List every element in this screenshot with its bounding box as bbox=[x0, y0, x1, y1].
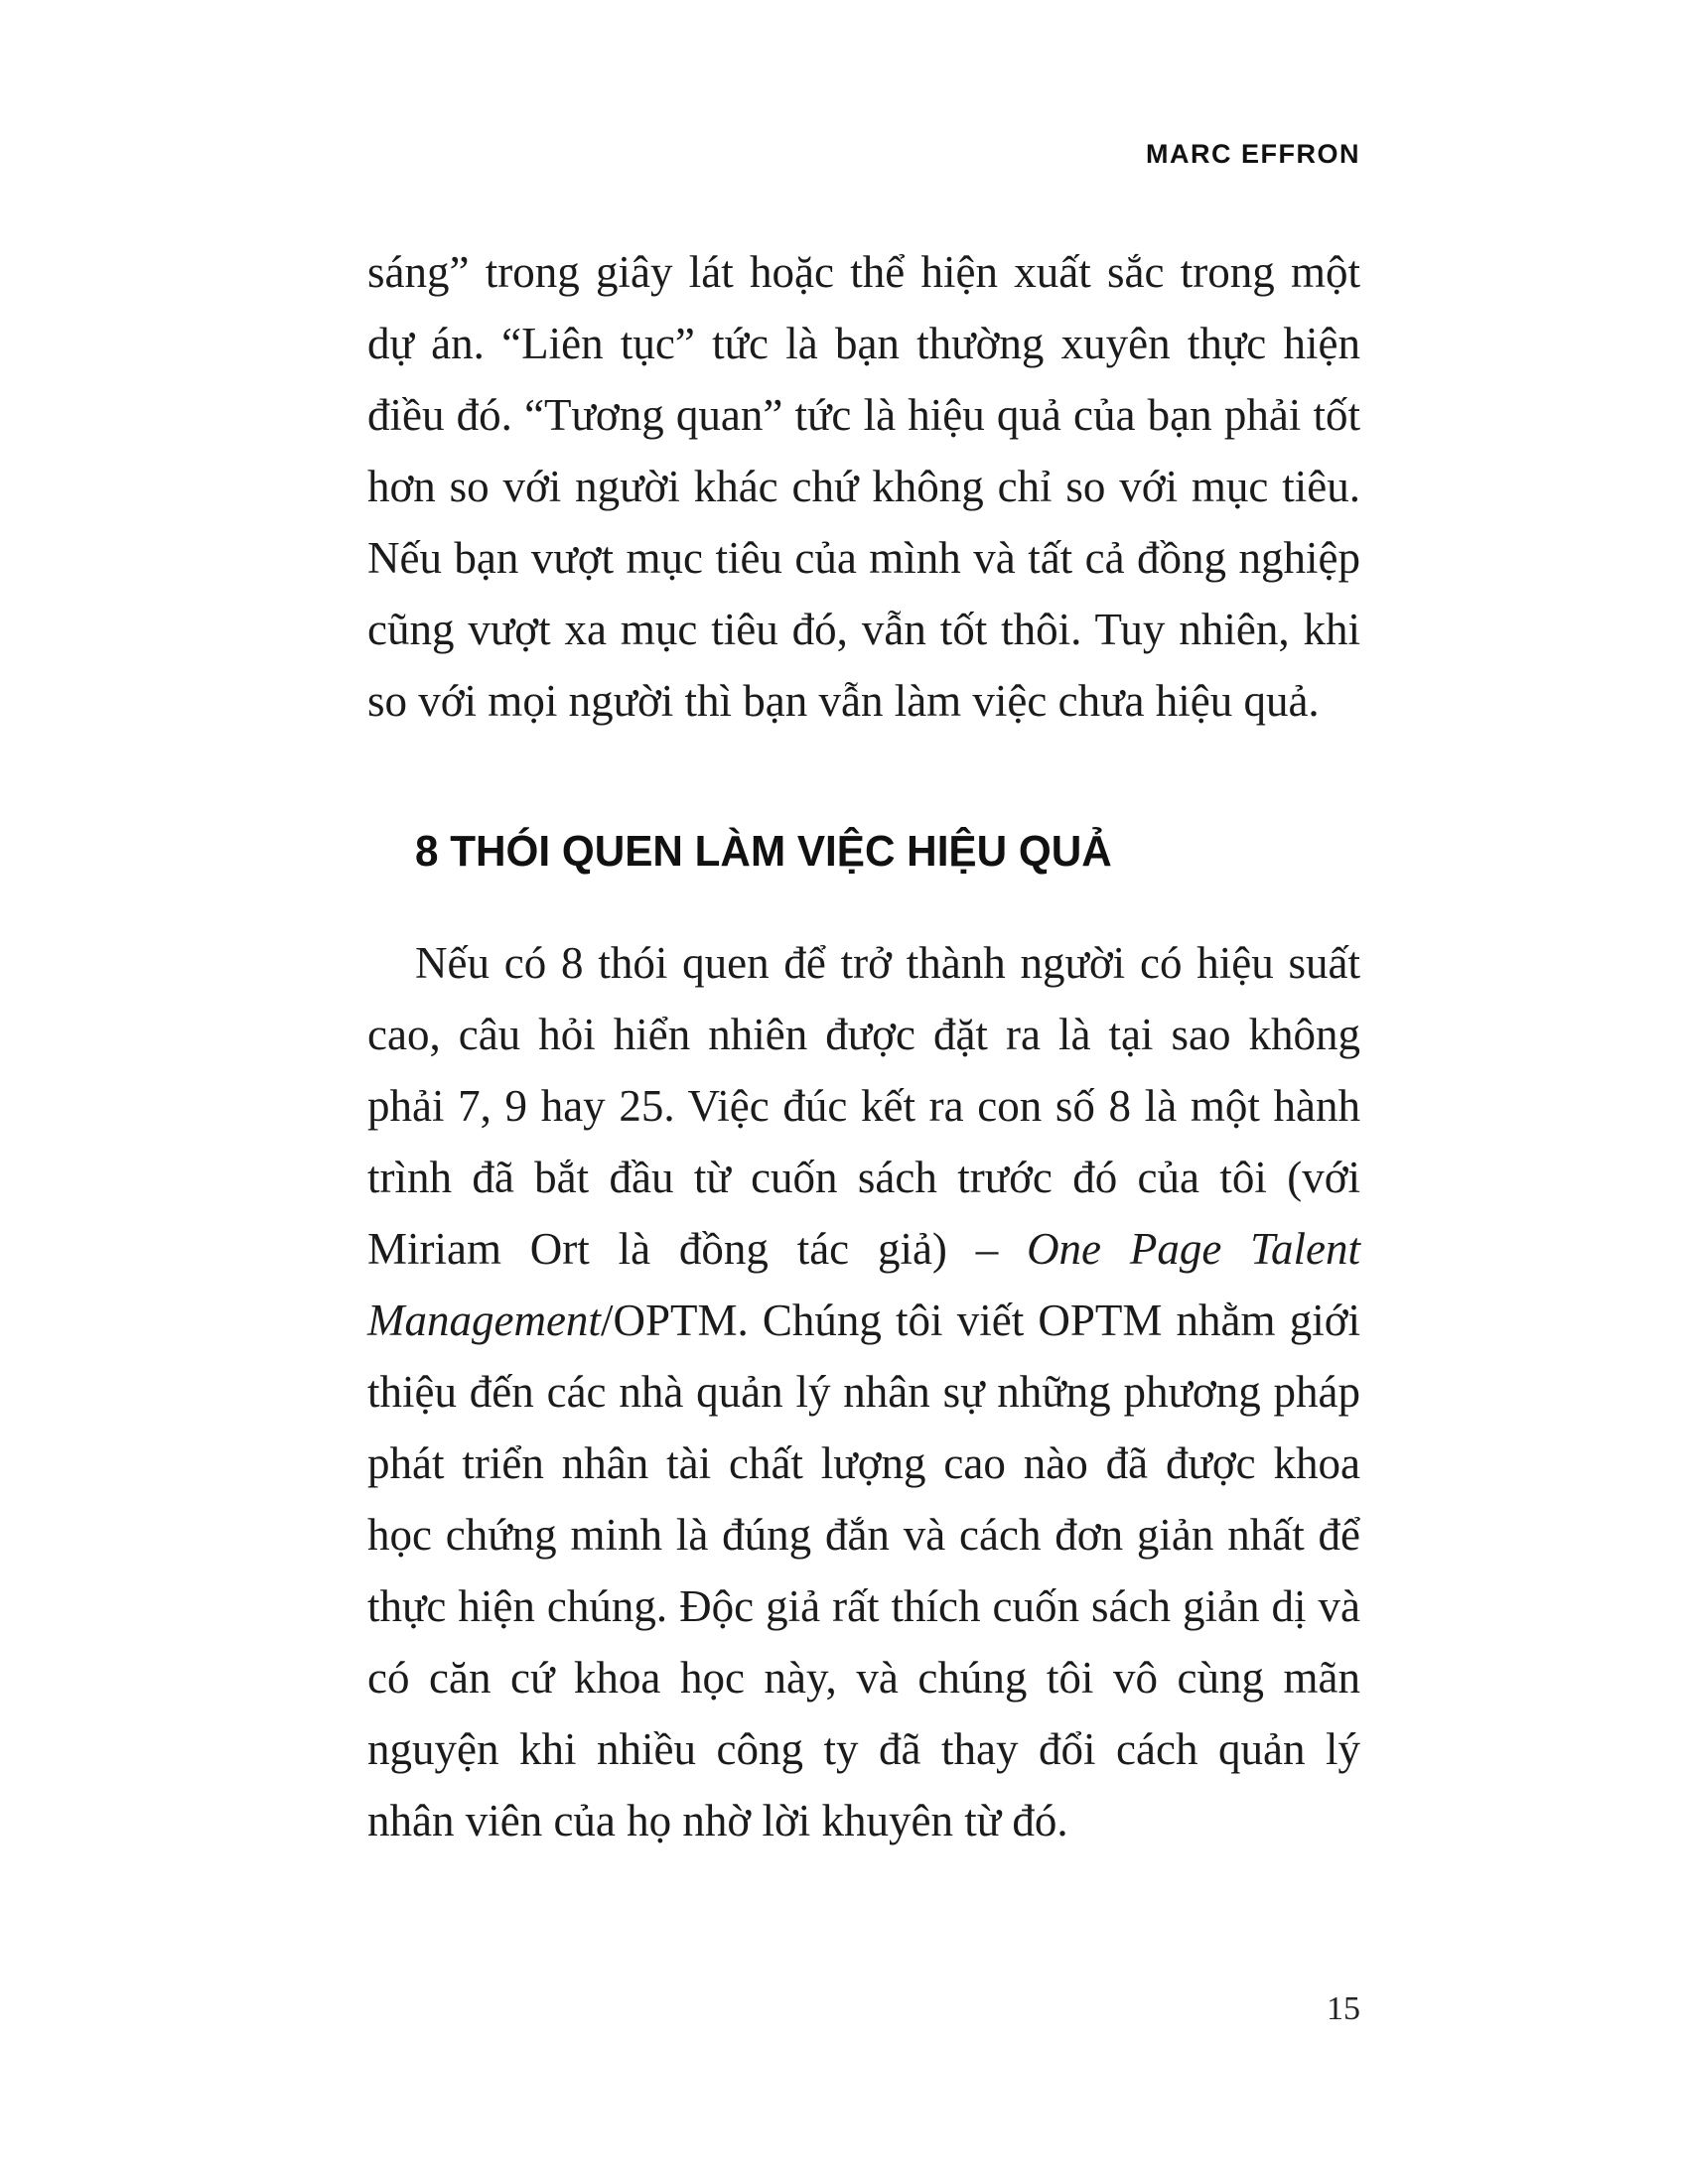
paragraph-body bbox=[367, 927, 1360, 1856]
running-header: MARC EFFRON bbox=[1146, 139, 1360, 169]
paragraph-continuation: sáng” trong giây lát hoặc thể hiện xuất sắc trong một dự án. “Liên tục” tức là bạn thường xuyên thực hiện điều đó. “Tương quan” tức là hiệu quả của bạn phải tốt hơn so với người khác chứ không chỉ so với mục tiêu. Nếu bạn vượt mục tiêu của mình và tất cả đồng nghiệp cũng vượt xa mục tiêu đó, vẫn tốt thôi. Tuy nhiên, khi so với mọi người thì bạn vẫn làm việc chưa hiệu quả. bbox=[367, 247, 1360, 726]
paragraph-text-pre: Nếu có 8 thói quen để trở thành người có hiệu suất cao, câu hỏi hiển nhiên được đặt ra là tại sao không phải 7, 9 hay 25. Việc đúc kết ra con số 8 là một hành trình đã bắt đầu từ cuốn sách trước đó của tôi (với Miriam Ort là đồng tác giả) – bbox=[367, 938, 1360, 1274]
paragraph-text-post: /OPTM. Chúng tôi viết OPTM nhằm giới thiệu đến các nhà quản lý nhân sự những phương pháp phát triển nhân tài chất lượng cao nào đã được khoa học chứng minh là đúng đắn và cách đơn giản nhất để thực hiện chúng. Độc giả rất thích cuốn sách giản dị và có căn cứ khoa học này, và chúng tôi vô cùng mãn nguyện khi nhiều công ty đã thay đổi cách quản lý nhân viên của họ nhờ lời khuyên từ đó. bbox=[367, 1296, 1360, 1845]
page-content bbox=[367, 236, 1360, 1856]
section-heading: 8 THÓI QUEN LÀM VIỆC HIỆU QUẢ bbox=[415, 827, 1112, 876]
book-title-italic: One Page Talent Management bbox=[367, 1224, 1360, 1345]
page-number: 15 bbox=[1327, 1990, 1360, 2027]
